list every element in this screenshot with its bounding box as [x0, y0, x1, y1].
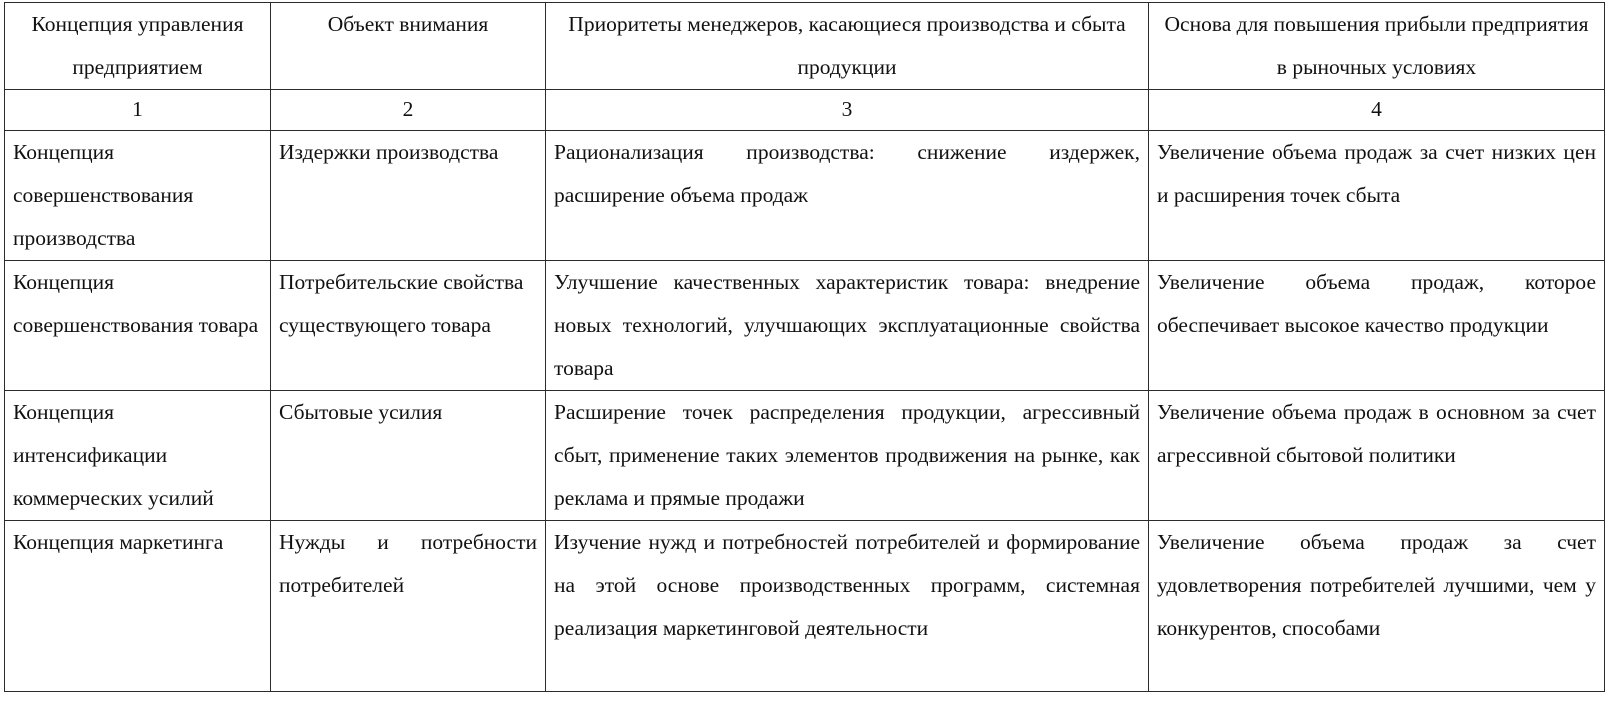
table-cell-concept: Концепция маркетинга: [5, 521, 271, 692]
table-row: [5, 521, 1605, 692]
header-row: [5, 3, 1605, 90]
table-row: [5, 391, 1605, 521]
table-cell-profit-basis: Увеличение объема продаж, которое обеспечивает высокое качество продукции: [1149, 261, 1605, 391]
header-cell-profit-basis: Основа для повышения прибыли предприятия в рыночных условиях: [1149, 3, 1605, 90]
table-row: [5, 131, 1605, 261]
table-cell-concept: Концепция совершенствования производства: [5, 131, 271, 261]
table-cell-profit-basis: Увеличение объема продаж за счет низких цен и расширения точек сбыта: [1149, 131, 1605, 261]
table-cell-priorities: Рационализация производства: снижение издержек, расширение объема продаж: [546, 131, 1149, 261]
table-cell-concept: Концепция интенсификации коммерческих усилий: [5, 391, 271, 521]
table-cell-object: Издержки производства: [271, 131, 546, 261]
table-cell-priorities: Расширение точек распределения продукции, агрессивный сбыт, применение таких элементов продвижения на рынке, как реклама и прямые продажи: [546, 391, 1149, 521]
table-cell-concept: Концепция совершенствования товара: [5, 261, 271, 391]
table-cell-profit-basis: Увеличение объема продаж в основном за счет агрессивной сбытовой политики: [1149, 391, 1605, 521]
table-cell-object: Сбытовые усилия: [271, 391, 546, 521]
column-number-cell: 3: [546, 90, 1149, 131]
management-concepts-table: [4, 2, 1605, 692]
table-cell-priorities: Улучшение качественных характеристик товара: внедрение новых технологий, улучшающих эксплуатационные свойства товара: [546, 261, 1149, 391]
table-row: [5, 261, 1605, 391]
column-number-row: [5, 90, 1605, 131]
column-number-cell: 4: [1149, 90, 1605, 131]
header-cell-concept: Концепция управления предприятием: [5, 3, 271, 90]
table-cell-object: Потребительские свойства существующего товара: [271, 261, 546, 391]
header-cell-object: Объект внимания: [271, 3, 546, 90]
table-cell-priorities: Изучение нужд и потребностей потребителей и формирование на этой основе производственных программ, системная реализация маркетинговой деятельности: [546, 521, 1149, 692]
table-cell-profit-basis: Увеличение объема продаж за счет удовлетворения потребителей лучшими, чем у конкурентов, способами: [1149, 521, 1605, 692]
table-cell-object: Нужды и потребности потребителей: [271, 521, 546, 692]
column-number-cell: 2: [271, 90, 546, 131]
column-number-cell: 1: [5, 90, 271, 131]
header-cell-priorities: Приоритеты менеджеров, касающиеся производства и сбыта продукции: [546, 3, 1149, 90]
